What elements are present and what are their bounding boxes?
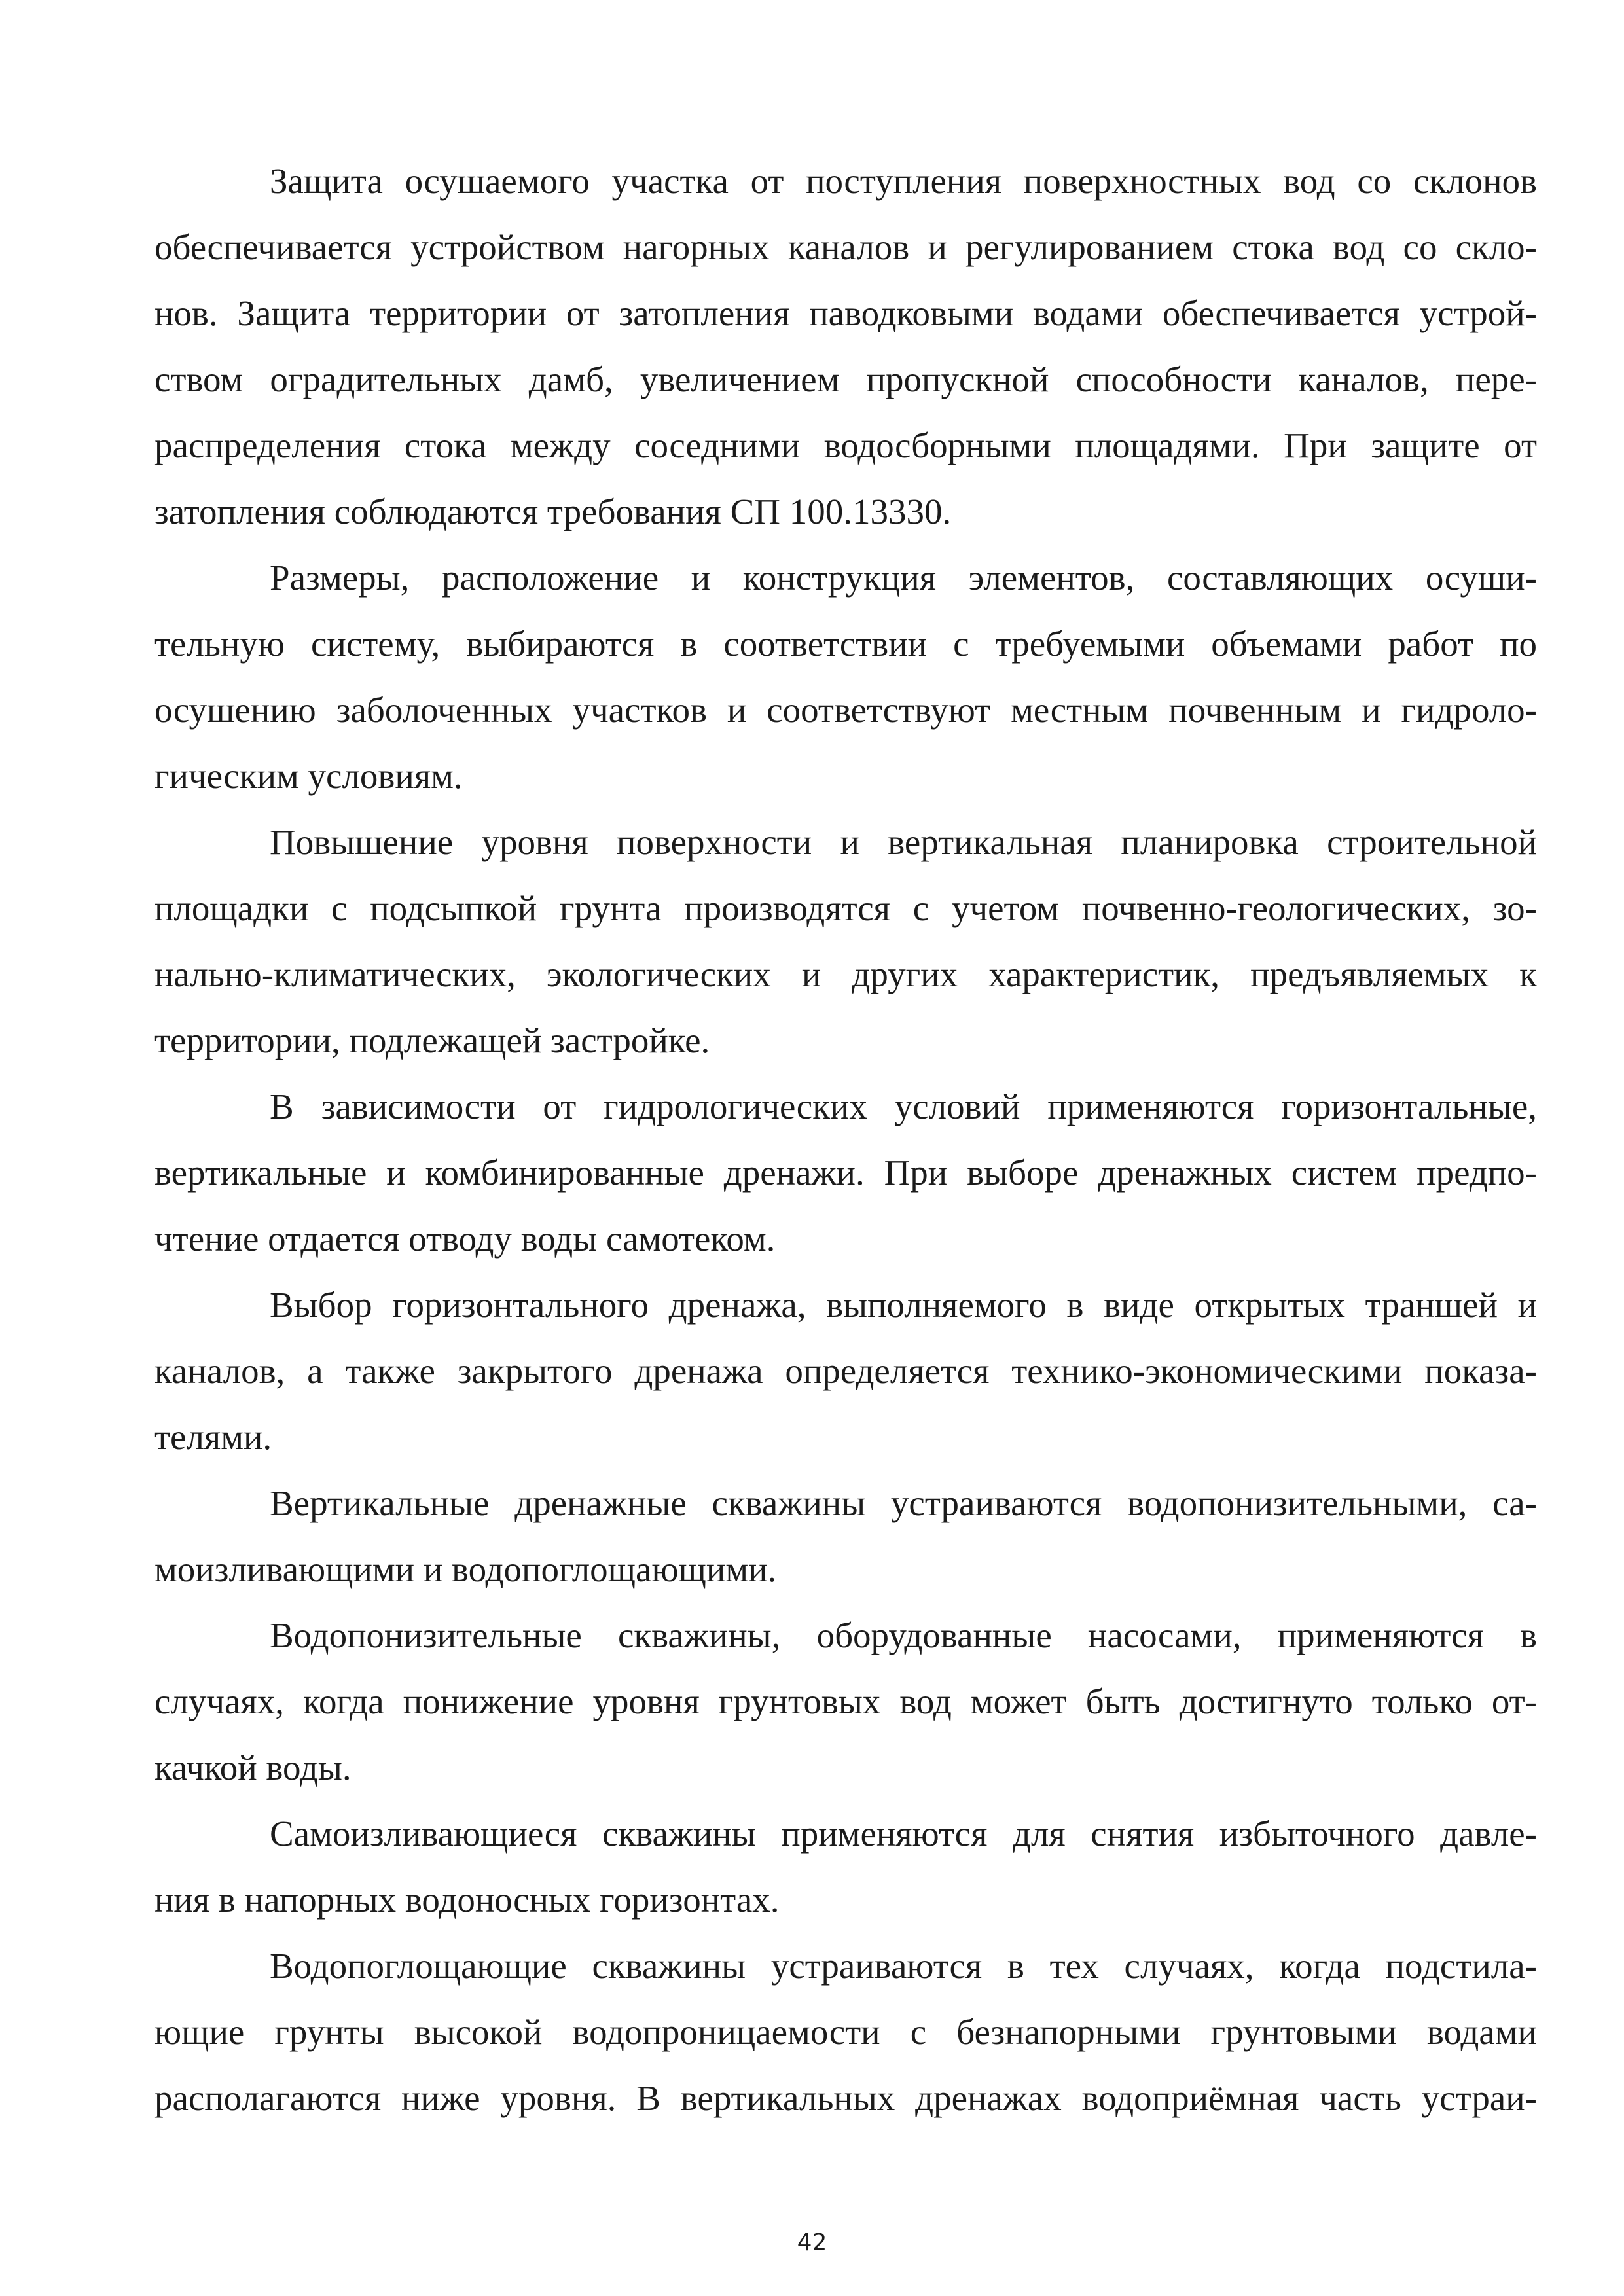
text-line: случаях, когда понижение уровня грунтовых вод может быть достигнуто только от- [154, 1681, 1537, 1721]
text-line: ством оградительных дамб, увеличением пропускной способности каналов, пере- [154, 359, 1537, 399]
paragraph [154, 545, 1537, 809]
text-line: осушению заболоченных участков и соответствуют местным почвенным и гидроло- [154, 690, 1537, 730]
text-line: качкой воды. [154, 1748, 352, 1787]
text-line: Размеры, расположение и конструкция элементов, составляющих осуши- [270, 558, 1537, 598]
text-line: нально-климатических, экологических и других характеристик, предъявляемых к [154, 954, 1537, 994]
paragraph [154, 148, 1537, 545]
text-line: распределения стока между соседними водосборными площадями. При защите от [154, 425, 1537, 465]
text-line: моизливающими и водопоглощающими. [154, 1549, 777, 1589]
text-line: площадки с подсыпкой грунта производятся с учетом почвенно-геологических, зо- [154, 888, 1537, 928]
text-line: Самоизливающиеся скважины применяются для снятия избыточного давле- [270, 1814, 1537, 1854]
text-line: нов. Защита территории от затопления паводковыми водами обеспечивается устрой- [154, 293, 1537, 333]
text-line: чтение отдается отводу воды самотеком. [154, 1219, 776, 1259]
text-line: Защита осушаемого участка от поступления поверхностных вод со склонов [270, 161, 1537, 201]
paragraph [154, 1801, 1537, 1933]
text-line: обеспечивается устройством нагорных каналов и регулированием стока вод со скло- [154, 227, 1537, 267]
text-line: территории, подлежащей застройке. [154, 1020, 710, 1060]
text-line: каналов, а также закрытого дренажа определяется технико-экономическими показа- [154, 1351, 1537, 1391]
text-line: тельную систему, выбираются в соответствии с требуемыми объемами работ по [154, 624, 1537, 664]
text-line: затопления соблюдаются требования СП 100.13330. [154, 492, 952, 531]
paragraph [154, 1933, 1537, 2131]
text-line: ющие грунты высокой водопроницаемости с безнапорными грунтовыми водами [154, 2012, 1537, 2052]
text-line: располагаются ниже уровня. В вертикальных дренажах водоприёмная часть устраи- [154, 2078, 1537, 2118]
paragraph [154, 1602, 1537, 1801]
text-line: В зависимости от гидрологических условий применяются горизонтальные, [270, 1086, 1537, 1126]
paragraph [154, 1272, 1537, 1470]
paragraph [154, 809, 1537, 1073]
text-line: Вертикальные дренажные скважины устраиваются водопонизительными, са- [270, 1483, 1537, 1523]
paragraph [154, 1073, 1537, 1272]
text-line: Водопонизительные скважины, оборудованные насосами, применяются в [270, 1615, 1537, 1655]
text-line: гическим условиям. [154, 756, 463, 796]
page-number: 42 [797, 2229, 827, 2256]
text-line: вертикальные и комбинированные дренажи. При выборе дренажных систем предпо- [154, 1153, 1537, 1193]
paragraph [154, 1470, 1537, 1602]
text-line: Выбор горизонтального дренажа, выполняемого в виде открытых траншей и [270, 1285, 1537, 1325]
text-line: Водопоглощающие скважины устраиваются в тех случаях, когда подстила- [270, 1946, 1537, 1986]
text-line: телями. [154, 1417, 272, 1457]
body-text [154, 148, 1537, 2131]
text-line: Повышение уровня поверхности и вертикальная планировка строительной [270, 822, 1537, 862]
text-line: ния в напорных водоносных горизонтах. [154, 1880, 780, 1920]
